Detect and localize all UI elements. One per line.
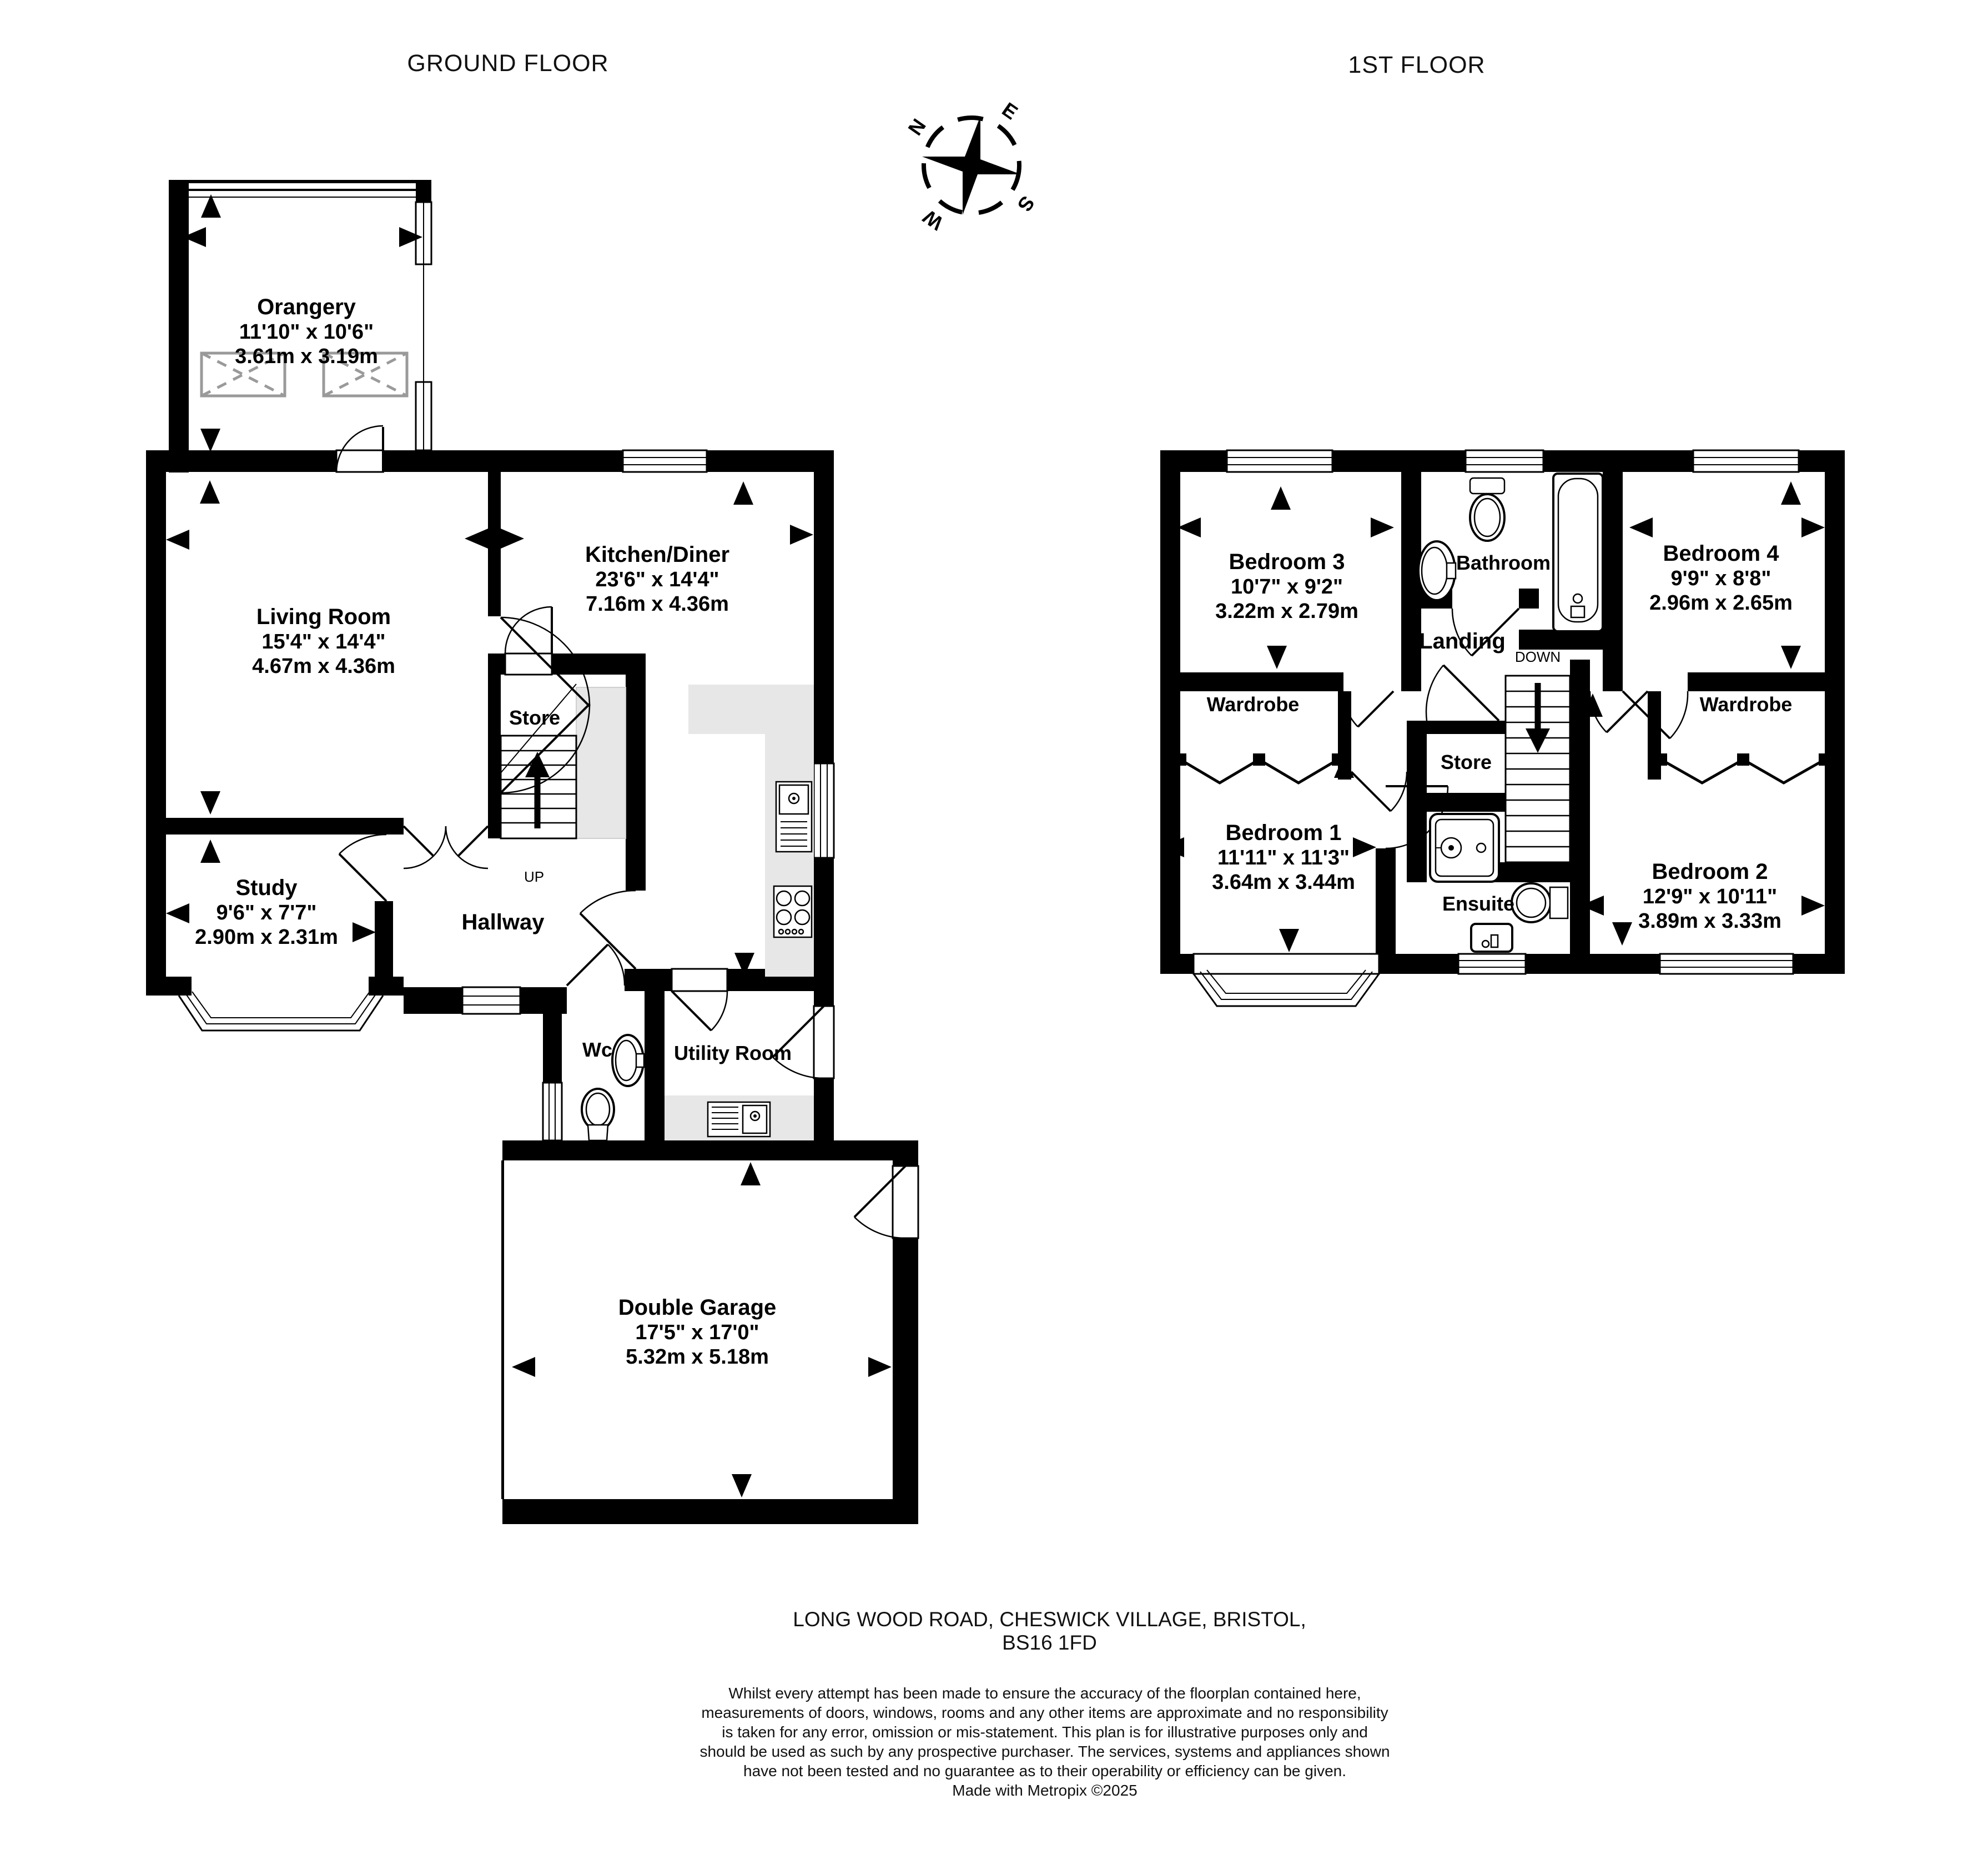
wardrobe-rail-left [1174,753,1344,783]
disclaimer-text: Whilst every attempt has been made to ensure the accuracy of the floorplan contained here, measurements of doors, windows, rooms and any other items are approximate and no responsibility is taken for any error, omission or mis-statement. This plan is for illustrative purposes only and should be used as such by any prospective purchaser. The services, systems and appliances shown have not been tested and no guarantee as to their operability or efficiency can be given. [699,1685,1390,1779]
ensuite-label: Ensuite [1442,892,1515,915]
svg-text:3.61m x 3.19m: 3.61m x 3.19m [235,345,378,368]
bathroom-sink-icon [1418,541,1456,600]
down-label: DOWN [1514,649,1561,665]
svg-text:Kitchen/Diner: Kitchen/Diner [585,542,730,567]
svg-text:23'6" x 14'4": 23'6" x 14'4" [595,568,719,591]
compass-n: N [903,114,930,140]
svg-text:Bedroom 2: Bedroom 2 [1652,859,1768,884]
svg-text:17'5" x 17'0": 17'5" x 17'0" [635,1321,759,1344]
wc-sink-icon [612,1035,644,1086]
svg-text:2.96m x 2.65m: 2.96m x 2.65m [1649,591,1793,615]
svg-text:10'7" x 9'2": 10'7" x 9'2" [1230,575,1343,599]
hob-icon [774,886,812,937]
svg-text:15'4" x 14'4": 15'4" x 14'4" [261,630,386,654]
store-first-label: Store [1440,751,1492,773]
compass-s: S [1013,192,1040,216]
room-label-living [252,605,395,678]
svg-text:11'11" x 11'3": 11'11" x 11'3" [1217,846,1350,869]
bathroom-toilet-icon [1470,478,1504,541]
wardrobe-rail-right [1655,753,1831,783]
stairs-first [1506,676,1570,862]
ground-floor-title: GROUND FLOOR [407,50,609,77]
svg-text:Bedroom 1: Bedroom 1 [1225,821,1342,845]
study-bay-window [179,992,383,1030]
disclaimer-block [698,1683,1391,1800]
wc-label: Wc [582,1038,612,1061]
room-label-bedroom4 [1649,541,1793,615]
svg-text:4.67m x 4.36m: 4.67m x 4.36m [252,655,395,678]
room-label-kitchen [585,542,729,616]
compass-e: E [998,97,1022,124]
utility-sink-icon [708,1102,770,1137]
room-label-orangery [235,295,378,368]
svg-text:Study: Study [235,876,298,900]
svg-text:2.90m x 2.31m: 2.90m x 2.31m [195,926,338,949]
svg-text:12'9" x 10'11": 12'9" x 10'11" [1642,885,1778,908]
first-floor-title: 1ST FLOOR [1348,52,1486,78]
wardrobe-left-label: Wardrobe [1206,693,1300,716]
ground-floor-plan [146,180,918,1524]
kitchen-sink-icon [776,782,812,852]
wardrobe-right-label: Wardrobe [1699,693,1793,716]
compass-w: W [919,205,948,235]
svg-text:Orangery: Orangery [257,295,356,319]
svg-text:Bedroom 3: Bedroom 3 [1229,550,1345,574]
bathroom-label: Bathroom [1456,551,1551,574]
ensuite-sink-icon [1471,924,1512,952]
svg-text:3.89m x 3.33m: 3.89m x 3.33m [1638,909,1781,933]
room-label-garage [618,1295,777,1369]
room-label-study [195,876,338,949]
svg-text:3.64m x 3.44m: 3.64m x 3.44m [1212,871,1355,894]
svg-text:3.22m x 2.79m: 3.22m x 2.79m [1215,600,1358,623]
room-label-bedroom3 [1215,550,1358,623]
shower-icon [1430,814,1499,882]
hallway-label: Hallway [461,910,545,934]
room-label-bedroom1 [1212,821,1355,894]
svg-text:Double Garage: Double Garage [618,1295,777,1320]
property-address: LONG WOOD ROAD, CHESWICK VILLAGE, BRISTOL, BS16 1FD [793,1608,1306,1654]
first-floor-plan [1160,450,1845,1006]
compass-rose-icon [903,98,1039,235]
svg-text:5.32m x 5.18m: 5.32m x 5.18m [626,1345,769,1369]
svg-text:Bedroom 4: Bedroom 4 [1663,541,1779,566]
svg-text:7.16m x 4.36m: 7.16m x 4.36m [586,592,729,616]
metropix-credit: Made with Metropix ©2025 [952,1782,1138,1799]
svg-text:Living Room: Living Room [256,605,391,629]
wc-toilet-icon [582,1089,614,1140]
bedroom1-bay-window [1194,970,1379,1006]
ensuite-toilet-icon [1512,883,1568,922]
svg-text:11'10" x 10'6": 11'10" x 10'6" [239,320,374,344]
room-label-bedroom2 [1638,859,1781,933]
up-label: UP [524,868,545,885]
landing-label: Landing [1419,629,1506,654]
utility-label: Utility Room [674,1042,792,1064]
store-ground-label: Store [509,706,561,729]
svg-text:9'6" x 7'7": 9'6" x 7'7" [216,901,317,924]
svg-text:9'9" x 8'8": 9'9" x 8'8" [1670,567,1771,590]
bath-icon [1553,474,1603,631]
